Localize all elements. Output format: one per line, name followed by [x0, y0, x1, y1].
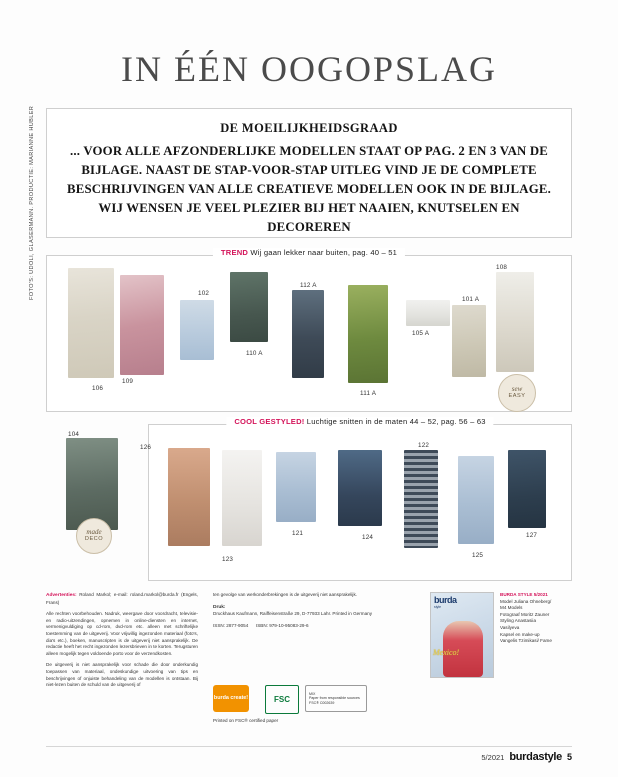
garment-126-number: 126	[140, 444, 152, 451]
burda-create-badge: burda create!	[213, 685, 249, 712]
garment-102[interactable]	[180, 300, 214, 360]
garment-104-image	[66, 438, 118, 530]
garment-105A-number: 105 A	[412, 330, 430, 337]
ads-heading: Advertenties:	[46, 593, 77, 598]
cover-credit-line-0: Model Juliana Ohneberg/	[500, 598, 552, 604]
stamp-made-deco	[76, 518, 112, 554]
cover-credit-text	[500, 592, 572, 645]
cover-credit-heading: BURDA STYLE 5/2021	[500, 592, 548, 597]
footer-page-number: 5	[566, 752, 572, 762]
fsc-mix-line2: Paper from responsible sources	[309, 696, 360, 701]
stamp-sew-easy	[498, 374, 536, 412]
garment-108[interactable]	[496, 272, 534, 372]
garment-104[interactable]	[66, 438, 118, 530]
garment-109[interactable]	[120, 275, 164, 375]
print-heading: Druk:	[213, 604, 226, 610]
garment-121-image	[276, 452, 316, 522]
garment-122[interactable]	[404, 450, 438, 548]
garment-108-image	[496, 272, 534, 372]
liability-text: De uitgeverij is niet aansprakelijk voor schade die door onderkundig toepassen van materiaal, ondeskundige uitvoering van tips en beschrijvingen of onjuiste behandeling van de modellen is ontstaan. Bij niet-lezen buiten de schuld van de uitgeverij of	[46, 662, 198, 688]
garment-125-number: 125	[472, 552, 484, 559]
garment-127[interactable]	[508, 450, 546, 528]
garment-127-number: 127	[526, 532, 538, 539]
garment-110A-number: 110 A	[246, 350, 263, 357]
intro-heading: DE MOEILIJKHEIDSGRAAD	[220, 121, 398, 135]
garment-101A-number: 101 A	[462, 296, 480, 303]
garment-101A-image	[452, 305, 486, 377]
garment-121-number: 121	[292, 530, 304, 537]
print-text: Druckhaus Kaufmann, Raiffeisenstraße 29, D-77933 Lahr. Printed in Germany	[213, 611, 372, 617]
section-cool-rest: Luchtige snitten in de maten 44 – 52, pag. 56 – 63	[306, 417, 486, 426]
garment-121[interactable]	[276, 452, 316, 522]
intro-body: ... VOOR ALLE AFZONDERLIJKE MODELLEN STAAT OP PAG. 2 EN 3 VAN DE BIJLAGE. NAAST DE STAP-VOOR-STAP UITLEG VIND JE DE COMPLETE BESCHRIJVINGEN VAN ALLE CREATIEVE MODELLEN OOK IN DE BIJLAGE. WIJ WENSEN JE VEEL PLEZIER BIJ HET NAAIEN, KNUTSELEN EN DECOREREN	[66, 144, 551, 234]
cover-credit-line-5: Kapsel en make-up	[500, 631, 540, 637]
garment-110A[interactable]	[230, 272, 268, 342]
isbn: ISBN: 979-10-95083-29-6	[255, 622, 309, 628]
cover-credit-line-2: Fotograaf Moritz Zauner	[500, 611, 550, 617]
garment-101A[interactable]	[452, 305, 486, 377]
garment-124[interactable]	[338, 450, 382, 526]
garment-125[interactable]	[458, 456, 494, 544]
garment-111A[interactable]	[348, 285, 388, 383]
footer-brand: burdastyle	[509, 751, 562, 763]
garment-110A-image	[230, 272, 268, 342]
footer-issue: 5/2021	[481, 753, 505, 762]
garment-127-image	[508, 450, 546, 528]
fsc-mix-line1: MIX	[309, 691, 316, 696]
cover-title: burda	[434, 595, 457, 605]
stamp-sew-easy-line1: sew	[511, 385, 523, 394]
section-trend-keyword: TREND	[220, 248, 249, 257]
cover-credit-line-4: Vasilyeva	[500, 624, 520, 630]
section-cool-label	[226, 417, 493, 426]
colophon-continued: ten gevolge van werkonderbrekingen is de uitgeverij niet aansprakelijk.	[213, 592, 358, 597]
garment-106[interactable]	[68, 268, 114, 378]
section-cool-keyword: COOL GESTYLED!	[234, 417, 305, 426]
garment-112A-number: 112 A	[300, 282, 317, 289]
garment-123[interactable]	[222, 450, 262, 546]
issn-isbn-line	[213, 623, 388, 630]
garment-105A-image	[406, 300, 450, 326]
print-block	[213, 604, 388, 618]
garment-122-image	[404, 450, 438, 548]
footer-divider	[46, 746, 572, 747]
cover-credits-block	[430, 592, 572, 742]
intro-box	[46, 108, 572, 238]
fsc-note: Printed on FSC® certified paper	[213, 718, 279, 723]
garment-109-number: 109	[122, 378, 134, 385]
garment-111A-number: 111 A	[360, 390, 377, 397]
garment-112A[interactable]	[292, 290, 324, 378]
ads-line	[46, 592, 198, 606]
cover-subtitle: style	[434, 605, 441, 609]
issn: ISSN: 2877-9054	[213, 622, 249, 628]
garment-108-number: 108	[496, 264, 508, 271]
garment-102-image	[180, 300, 214, 360]
garment-104-number: 104	[68, 431, 80, 438]
cover-credit-line-3: Styling Anastasiia	[500, 618, 537, 624]
fsc-logo-icon: FSC	[265, 685, 299, 714]
stamp-sew-easy-line2: EASY	[508, 392, 526, 399]
cover-flash-text: Mexico!	[433, 648, 460, 657]
garment-111A-image	[348, 285, 388, 383]
cover-credit-line-1: M4 Models	[500, 605, 523, 611]
fsc-mix-line3: FSC® C002639	[309, 700, 335, 705]
stamp-made-deco-line2: DECO	[84, 535, 104, 542]
stamp-made-deco-line1: made	[86, 528, 102, 537]
page-title: IN ÉÉN OOGOPSLAG	[121, 49, 497, 89]
garment-105A[interactable]	[406, 300, 450, 326]
colophon-column-left	[46, 592, 198, 694]
section-trend-rest: Wij gaan lekker naar buiten, pag. 40 – 51	[250, 248, 398, 257]
fsc-mix-badge	[305, 685, 367, 712]
garment-122-number: 122	[418, 442, 430, 449]
colophon-column-right	[213, 592, 388, 634]
garment-124-image	[338, 450, 382, 526]
garment-106-number: 106	[92, 385, 104, 392]
garment-125-image	[458, 456, 494, 544]
photo-credit: FOTO'S: UDOLI, GLASERMANN. PRODUCTIE: MARIANNE HUBLER	[29, 105, 35, 300]
garment-126[interactable]	[168, 448, 210, 546]
magazine-cover-image	[430, 592, 494, 678]
garment-126-image	[168, 448, 210, 546]
garment-123-number: 123	[222, 556, 234, 563]
garment-112A-image	[292, 290, 324, 378]
section-trend-label	[213, 248, 405, 257]
ads-text: Roland Markol; e-mail: roland.markol@burda.fr (Engels, Frans)	[46, 592, 198, 605]
garment-124-number: 124	[362, 534, 374, 541]
garment-109-image	[120, 275, 164, 375]
rights-text: Alle rechten voorbehouden. Nadruk, weergave door voordracht, televisie- en radio-uitzendingen, opnemen in online-diensten en internet, vermenigvuldiging op cd-rom, dvd-rom etc. alleen met schriftelijke toestemming van de uitgeverij. Voor vrijwillig ingezonden materiaal (foto's, dia's etc.), boeken, manuscripten is de uitgeverij niet aansprakelijk. De redactie heeft het recht ingezonden lezersbrieven in te korten. Terugsturen alleen mogelijk tegen voldoende porto voor de verzendkosten.	[46, 611, 198, 656]
page-footer	[481, 751, 572, 763]
garment-123-image	[222, 450, 262, 546]
garment-106-image	[68, 268, 114, 378]
garment-102-number: 102	[198, 290, 210, 297]
cover-credit-line-6: Vangelis Tzimikasi/ Fame	[500, 638, 552, 644]
